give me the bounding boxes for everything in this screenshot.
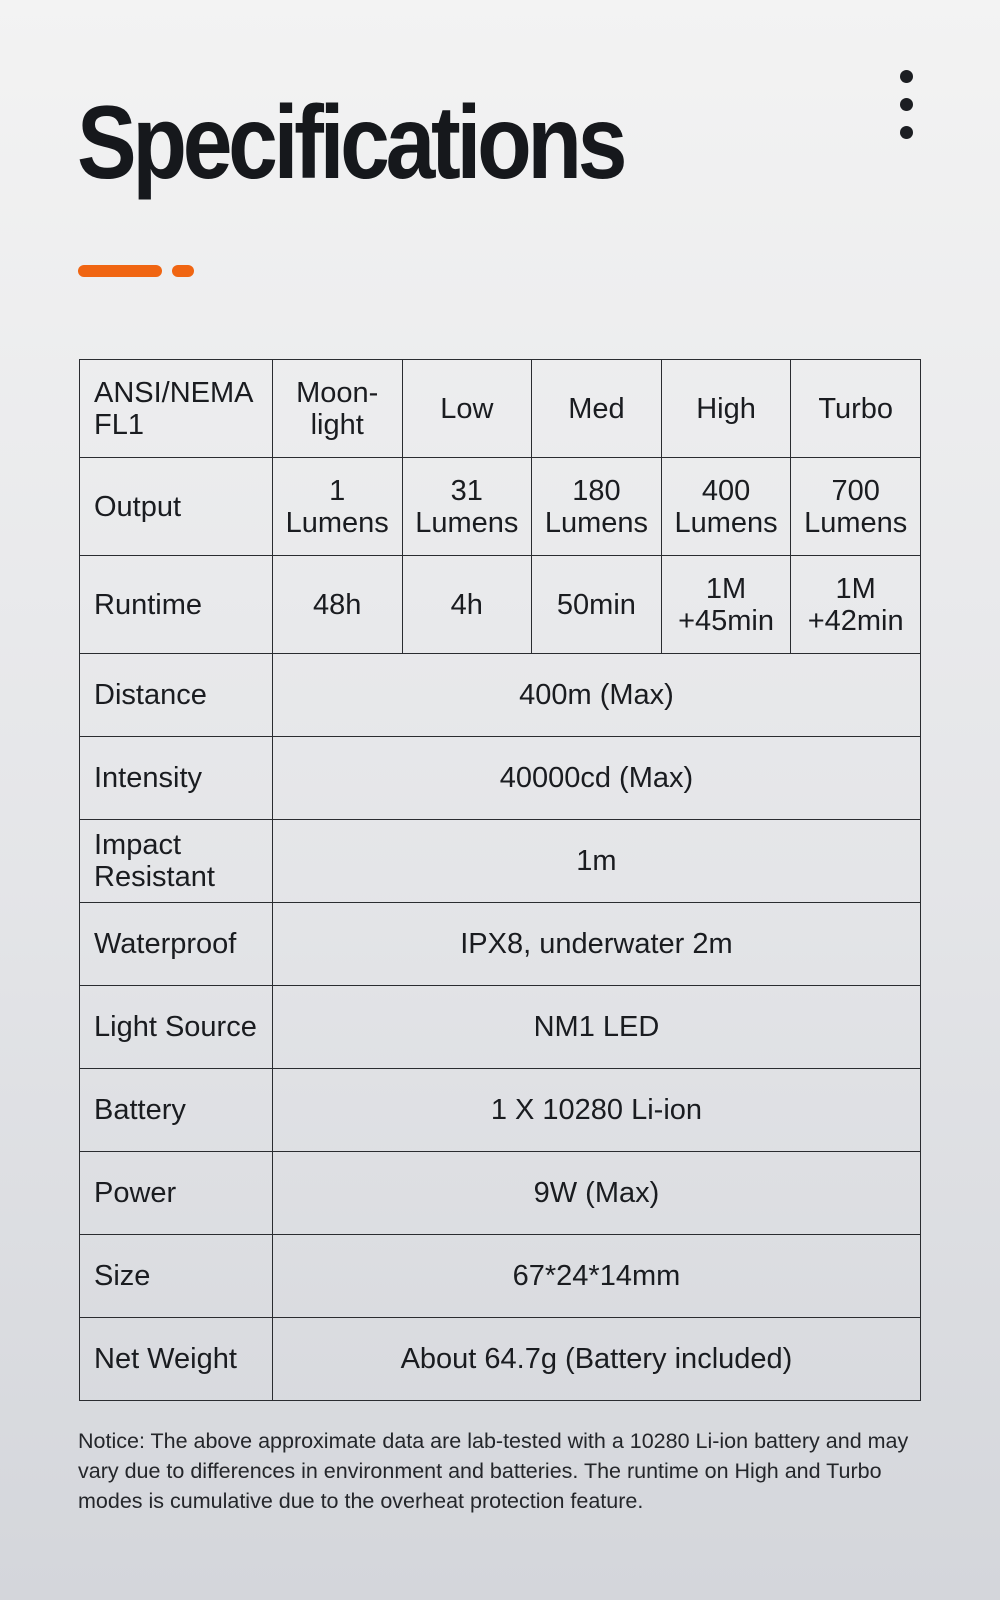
runtime-value-cont: +42min — [807, 604, 904, 637]
output-cell — [402, 458, 532, 556]
row-label: Net Weight — [80, 1318, 273, 1401]
spec-value: NM1 LED — [272, 986, 920, 1069]
table-row-impact — [80, 820, 921, 903]
output-unit: Lumens — [804, 506, 908, 539]
table-row-modes — [80, 360, 921, 458]
mode-name: Turbo — [818, 392, 893, 425]
table-row-net-weight — [80, 1318, 921, 1401]
spec-value: 9W (Max) — [272, 1152, 920, 1235]
table-row-runtime — [80, 556, 921, 654]
row-label: Waterproof — [80, 903, 273, 986]
row-label: Battery — [80, 1069, 273, 1152]
output-unit: Lumens — [285, 506, 389, 539]
row-label — [80, 820, 273, 903]
spec-value: 67*24*14mm — [272, 1235, 920, 1318]
output-cell — [272, 458, 402, 556]
runtime-value-cont: +45min — [678, 604, 774, 637]
output-unit: Lumens — [674, 506, 778, 539]
runtime-cell — [791, 556, 921, 654]
output-value: 180 — [572, 474, 621, 507]
row-label: Output — [80, 458, 273, 556]
row-label: Intensity — [80, 737, 273, 820]
runtime-value: 1M — [705, 572, 747, 605]
table-row-intensity — [80, 737, 921, 820]
table-row-distance — [80, 654, 921, 737]
row-label: Distance — [80, 654, 273, 737]
spec-value: IPX8, underwater 2m — [272, 903, 920, 986]
runtime-value: 4h — [450, 588, 483, 621]
spec-value: 1 X 10280 Li-ion — [272, 1069, 920, 1152]
output-cell — [661, 458, 791, 556]
output-unit: Lumens — [544, 506, 648, 539]
table-row-output — [80, 458, 921, 556]
row-label: Power — [80, 1152, 273, 1235]
runtime-cell — [532, 556, 662, 654]
runtime-value: 48h — [313, 588, 362, 621]
accent-bar — [78, 265, 162, 277]
output-cell — [532, 458, 662, 556]
runtime-cell — [402, 556, 532, 654]
output-unit: Lumens — [415, 506, 519, 539]
header-label-line2: FL1 — [94, 408, 144, 441]
mode-name: Low — [440, 392, 494, 425]
mode-name: High — [696, 392, 756, 425]
table-row-light-source — [80, 986, 921, 1069]
mode-name: Med — [568, 392, 625, 425]
spec-value: About 64.7g (Battery included) — [272, 1318, 920, 1401]
row-label-line2: Resistant — [94, 861, 215, 893]
spec-value: 1m — [272, 820, 920, 903]
mode-cell-moonlight — [272, 360, 402, 458]
mode-cell-low — [402, 360, 532, 458]
output-value: 31 — [450, 474, 483, 507]
mode-cell-med — [532, 360, 662, 458]
spec-value: 400m (Max) — [272, 654, 920, 737]
mode-name: Moon- — [296, 376, 379, 409]
runtime-cell — [272, 556, 402, 654]
output-value: 400 — [701, 474, 751, 507]
row-label: Size — [80, 1235, 273, 1318]
runtime-value: 1M — [835, 572, 876, 605]
spec-value: 40000cd (Max) — [272, 737, 920, 820]
specifications-table — [79, 359, 921, 1401]
page-title: Specifications — [77, 85, 624, 201]
output-value: 1 — [329, 474, 346, 507]
table-row-battery — [80, 1069, 921, 1152]
output-cell — [791, 458, 921, 556]
menu-dot — [900, 70, 913, 83]
notice-text: Notice: The above approximate data are lab-tested with a 10280 Li-ion battery and may vary due to differences in environment and batteries. The runtime on High and Turbo modes is cumulative due to the overheat protection feature. — [78, 1429, 909, 1513]
runtime-cell — [661, 556, 791, 654]
mode-cell-turbo — [791, 360, 921, 458]
mode-name-cont: light — [310, 408, 364, 441]
menu-dot — [900, 126, 913, 139]
table-row-size — [80, 1235, 921, 1318]
mode-cell-high — [661, 360, 791, 458]
output-value: 700 — [831, 474, 880, 507]
row-label: Runtime — [80, 556, 273, 654]
row-label: Light Source — [80, 986, 273, 1069]
table-row-waterproof — [80, 903, 921, 986]
accent-dot — [172, 265, 194, 277]
header-label-cell — [80, 360, 273, 458]
runtime-value: 50min — [556, 588, 636, 621]
more-vertical-icon[interactable] — [896, 67, 918, 143]
row-label-line1: Impact — [94, 829, 182, 861]
menu-dot — [900, 98, 913, 111]
table-row-power — [80, 1152, 921, 1235]
header-label-line1: ANSI/NEMA — [94, 376, 254, 409]
